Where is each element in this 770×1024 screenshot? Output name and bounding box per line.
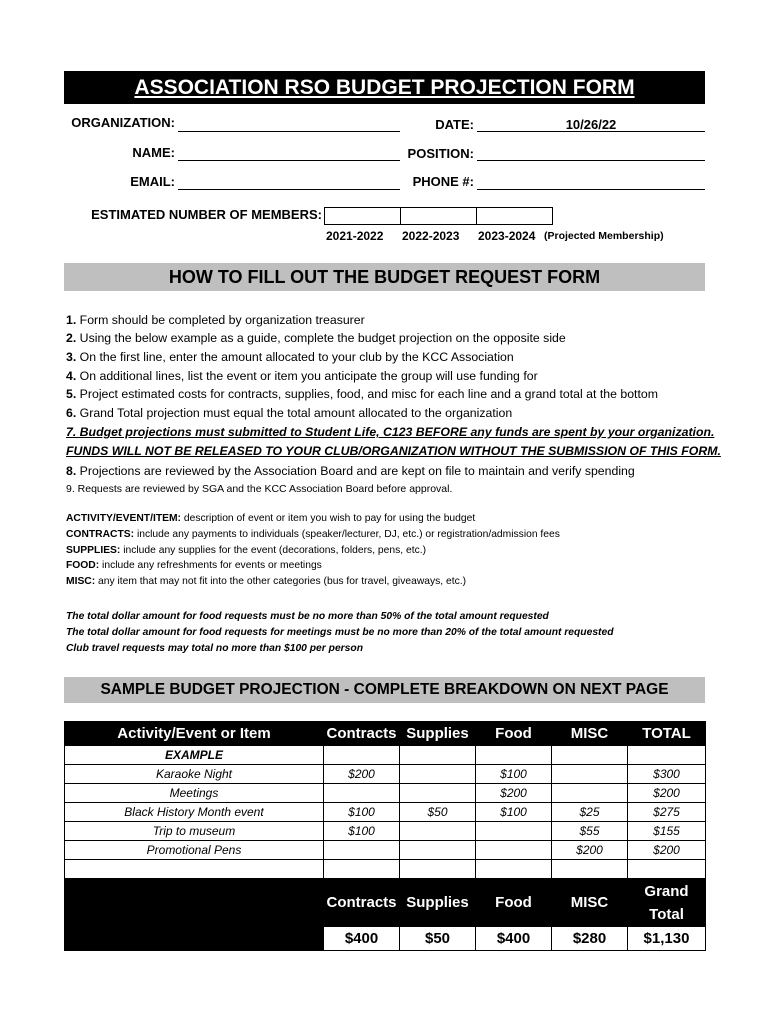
- grand-total: $1,130: [628, 927, 706, 951]
- position-field[interactable]: [477, 160, 705, 161]
- header-supplies: Supplies: [400, 722, 476, 746]
- row-food: [476, 841, 552, 860]
- organization-label: ORGANIZATION:: [71, 115, 175, 130]
- phone-label: PHONE #:: [412, 174, 474, 189]
- row-misc: $25: [552, 803, 628, 822]
- row-supplies: $50: [400, 803, 476, 822]
- table-row: [65, 784, 706, 803]
- total-supplies: $50: [400, 927, 476, 951]
- name-label: NAME:: [132, 145, 175, 160]
- step-3: 3. On the first line, enter the amount allocated to your club by the KCC Association: [66, 350, 514, 364]
- row-item: Promotional Pens: [65, 841, 324, 860]
- date-label: DATE:: [435, 117, 474, 132]
- total-misc: $280: [552, 927, 628, 951]
- year-2021-label: 2021-2022: [326, 229, 384, 243]
- row-supplies: [400, 841, 476, 860]
- row-item: Trip to museum: [65, 822, 324, 841]
- summary-header-row: [65, 879, 706, 927]
- step-5: 5. Project estimated costs for contracts, supplies, food, and misc for each line and a grand total at the bottom: [66, 387, 658, 401]
- row-total: $155: [628, 822, 706, 841]
- row-total: $200: [628, 841, 706, 860]
- table-header-row: [65, 722, 706, 746]
- position-label: POSITION:: [407, 146, 474, 161]
- row-total: $275: [628, 803, 706, 822]
- sample-budget-table: [64, 721, 706, 951]
- step-8: 8. Projections are reviewed by the Association Board and are kept on file to maintain and verify spending: [66, 464, 635, 478]
- note-food-limit: The total dollar amount for food requests must be no more than 50% of the total amount requested: [66, 611, 549, 622]
- row-contracts: $100: [324, 803, 400, 822]
- row-item: Black History Month event: [65, 803, 324, 822]
- table-row-empty: [65, 860, 706, 879]
- step-7-warning: FUNDS WILL NOT BE RELEASED TO YOUR CLUB/ORGANIZATION WITHOUT THE SUBMISSION OF THIS FORM.: [66, 444, 721, 458]
- row-misc: $200: [552, 841, 628, 860]
- email-field[interactable]: [178, 189, 400, 190]
- row-total: $200: [628, 784, 706, 803]
- row-food: $100: [476, 765, 552, 784]
- name-field[interactable]: [178, 160, 400, 161]
- table-row: [65, 765, 706, 784]
- table-row: [65, 803, 706, 822]
- step-6: 6. Grand Total projection must equal the total amount allocated to the organization: [66, 406, 513, 420]
- sample-title: SAMPLE BUDGET PROJECTION - COMPLETE BREAKDOWN ON NEXT PAGE: [64, 677, 705, 703]
- note-meeting-food-limit: The total dollar amount for food requests for meetings must be no more than 20% of the total amount requested: [66, 627, 614, 638]
- step-2: 2. Using the below example as a guide, complete the budget projection on the opposite side: [66, 331, 566, 345]
- organization-field[interactable]: [178, 131, 400, 132]
- summary-header-misc: MISC: [552, 879, 628, 927]
- form-title: ASSOCIATION RSO BUDGET PROJECTION FORM: [64, 71, 705, 104]
- row-misc: [552, 765, 628, 784]
- members-2021-input[interactable]: [324, 207, 401, 225]
- row-item: Meetings: [65, 784, 324, 803]
- row-misc: [552, 784, 628, 803]
- row-food: [476, 822, 552, 841]
- definition-misc: MISC: any item that may not fit into the other categories (bus for travel, giveaways, etc.): [66, 576, 467, 587]
- definition-food: FOOD: include any refreshments for events or meetings: [66, 560, 322, 571]
- table-row: [65, 746, 706, 765]
- row-contracts: [324, 784, 400, 803]
- table-row: [65, 841, 706, 860]
- step-4: 4. On additional lines, list the event or item you anticipate the group will use funding for: [66, 369, 538, 383]
- header-contracts: Contracts: [324, 722, 400, 746]
- step-1: 1. Form should be completed by organization treasurer: [66, 313, 365, 327]
- row-food: $200: [476, 784, 552, 803]
- totals-row: [65, 927, 706, 951]
- summary-header-grand-total: Grand Total: [628, 879, 706, 927]
- total-contracts: $400: [324, 927, 400, 951]
- email-label: EMAIL:: [130, 174, 175, 189]
- howto-title: HOW TO FILL OUT THE BUDGET REQUEST FORM: [64, 263, 705, 291]
- example-label: EXAMPLE: [65, 746, 324, 765]
- header-activity: Activity/Event or Item: [65, 722, 324, 746]
- step-7: 7. Budget projections must submitted to Student Life, C123 BEFORE any funds are spent by your organization.: [66, 425, 715, 439]
- year-2022-label: 2022-2023: [402, 229, 460, 243]
- summary-header-food: Food: [476, 879, 552, 927]
- row-supplies: [400, 784, 476, 803]
- table-row: [65, 822, 706, 841]
- projected-membership-note: (Projected Membership): [544, 230, 664, 242]
- row-food: $100: [476, 803, 552, 822]
- note-travel-limit: Club travel requests may total no more than $100 per person: [66, 643, 363, 654]
- total-food: $400: [476, 927, 552, 951]
- row-contracts: $200: [324, 765, 400, 784]
- members-2023-input[interactable]: [476, 207, 553, 225]
- summary-header-contracts: Contracts: [324, 879, 400, 927]
- phone-field[interactable]: [477, 189, 705, 190]
- step-9: 9. Requests are reviewed by SGA and the KCC Association Board before approval.: [66, 483, 453, 495]
- row-supplies: [400, 822, 476, 841]
- row-contracts: $100: [324, 822, 400, 841]
- summary-header-supplies: Supplies: [400, 879, 476, 927]
- header-food: Food: [476, 722, 552, 746]
- header-misc: MISC: [552, 722, 628, 746]
- members-label: ESTIMATED NUMBER OF MEMBERS:: [91, 207, 322, 222]
- definition-contracts: CONTRACTS: include any payments to individuals (speaker/lecturer, DJ, etc.) or registration/admission fees: [66, 529, 560, 540]
- row-misc: $55: [552, 822, 628, 841]
- definition-supplies: SUPPLIES: include any supplies for the event (decorations, folders, pens, etc.): [66, 545, 427, 556]
- date-value: 10/26/22: [565, 117, 617, 132]
- members-2022-input[interactable]: [400, 207, 477, 225]
- row-contracts: [324, 841, 400, 860]
- definition-activity: ACTIVITY/EVENT/ITEM: description of event or item you wish to pay for using the budget: [66, 513, 476, 524]
- row-supplies: [400, 765, 476, 784]
- header-total: TOTAL: [628, 722, 706, 746]
- row-total: $300: [628, 765, 706, 784]
- year-2023-label: 2023-2024: [478, 229, 536, 243]
- row-item: Karaoke Night: [65, 765, 324, 784]
